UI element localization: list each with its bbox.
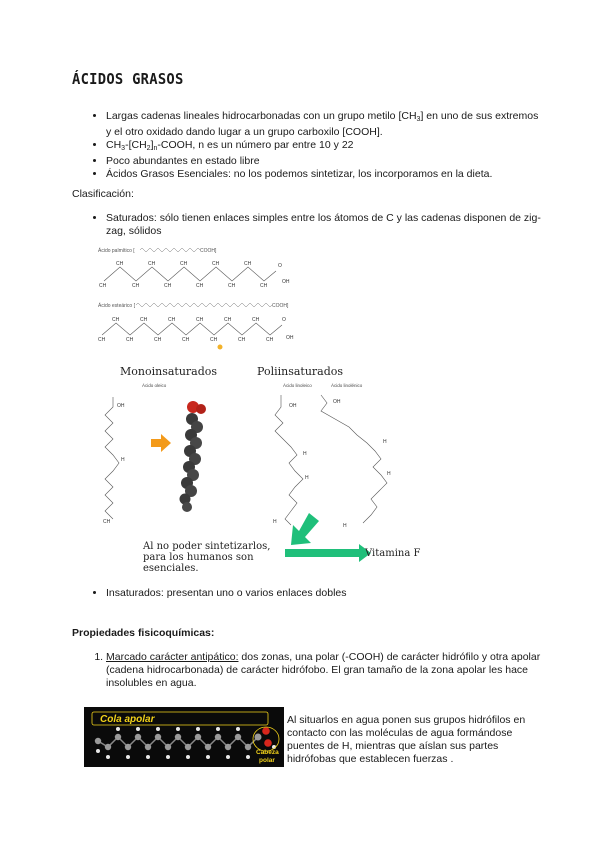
svg-text:CH: CH: [112, 317, 120, 323]
mono-title: Monoinsaturados: [120, 365, 218, 378]
green-arrow-right: [285, 544, 371, 562]
svg-text:H: H: [273, 519, 277, 525]
polar-label: polar: [259, 757, 275, 764]
intro-bullet-list: [88, 110, 546, 181]
bullet-item: • Poco abundantes en estado libre: [106, 155, 546, 168]
propiedades-list: [88, 651, 546, 690]
svg-text:OH: OH: [117, 403, 125, 409]
svg-text:COOH]: COOH]: [200, 248, 217, 254]
palmitic-label: Ácido palmítico [: [98, 248, 135, 254]
svg-text:CH: CH: [212, 261, 220, 267]
bullet-item: • $CH_3-[CH_2]_n$-COOH, n es un número par entre 10 y 22: [106, 139, 546, 155]
page-title: ÁCIDOS GRASOS: [72, 70, 184, 88]
bullet-item: • Saturados: sólo tienen enlaces simples entre los átomos de C y las cadenas disponen de zig-zag, sólidos: [106, 212, 546, 238]
svg-text:CH: CH: [266, 337, 274, 343]
clasificacion-label: Clasificación:: [72, 188, 134, 200]
svg-text:H: H: [383, 439, 387, 445]
cabeza-label: Cabeza: [256, 749, 279, 756]
bullet-item: • Ácidos Grasos Esenciales: no los podemos sintetizar, los incorporamos en la dieta.: [106, 168, 546, 181]
saturated-chains-figure: [96, 243, 306, 351]
svg-text:CH: CH: [238, 337, 246, 343]
svg-text:CH: CH: [126, 337, 134, 343]
unsaturated-chains-figure: [95, 363, 421, 575]
propiedades-heading: Propiedades fisicoquímicas:: [72, 627, 215, 639]
svg-text:CH: CH: [244, 261, 252, 267]
cola-apolar-label: Cola apolar: [100, 714, 155, 725]
oleico-label: Ácido oleico: [142, 383, 167, 388]
svg-text:COOH]: COOH]: [272, 303, 289, 309]
svg-text:CH: CH: [99, 283, 107, 289]
svg-text:OH: OH: [333, 399, 341, 405]
bullet-item: • Largas cadenas lineales hidrocarbonadas con un grupo metilo $[CH_3]$ en uno de sus extremos y el otro oxidado dando lugar a un grupo carboxilo [COOH].: [106, 110, 546, 139]
amphipathic-figure: [84, 707, 284, 767]
svg-text:CH: CH: [116, 261, 124, 267]
bullet-item: • Insaturados: presentan uno o varios enlaces dobles: [106, 587, 546, 600]
svg-text:CH: CH: [182, 337, 190, 343]
svg-text:CH: CH: [210, 337, 218, 343]
green-arrow-diagonal: [291, 513, 319, 545]
svg-text:CH: CH: [154, 337, 162, 343]
list-item: 1. Marcado carácter antipático: dos zonas, una polar (-COOH) de carácter hidrófilo y otra apolar (cadena hidrocarbonada) de carácter hidrófobo. El gran tamaño de la zona apolar les hace insolubles en agua.: [106, 651, 546, 690]
svg-text:H: H: [303, 451, 307, 457]
linolenico-label: Ácido linolénico: [331, 383, 363, 388]
svg-text:CH: CH: [168, 317, 176, 323]
orange-arrow: [151, 434, 171, 452]
linoleico-label: Ácido linoleico: [283, 383, 312, 388]
svg-text:CH: CH: [260, 283, 268, 289]
svg-text:CH: CH: [98, 337, 106, 343]
svg-text:H: H: [343, 523, 347, 529]
svg-text:CH: CH: [196, 283, 204, 289]
svg-text:H: H: [387, 471, 391, 477]
svg-text:CH: CH: [148, 261, 156, 267]
svg-text:H: H: [121, 457, 125, 463]
svg-text:CH: CH: [228, 283, 236, 289]
poli-title: Poliinsaturados: [257, 365, 344, 378]
insaturados-bullet-list: [88, 587, 546, 600]
svg-text:O: O: [282, 317, 286, 323]
svg-text:CH: CH: [103, 519, 111, 525]
svg-text:CH: CH: [132, 283, 140, 289]
space-filling-model: [180, 401, 207, 512]
water-behavior-text: Al situarlos en agua ponen sus grupos hidrófilos en contacto con las moléculas de agua formándose puentes de H, mientras que aíslan sus partes hidrófobas que establecen fuerzas .: [287, 714, 526, 765]
no-sintetizar-text: Al no poder sintetizarlos, para los humanos son esenciales.: [143, 541, 271, 574]
stearic-label: Ácido esteárico [: [98, 303, 135, 309]
svg-text:OH: OH: [282, 279, 290, 285]
svg-text:CH: CH: [164, 283, 172, 289]
svg-text:CH: CH: [140, 317, 148, 323]
highlight-dot: [218, 345, 223, 350]
svg-text:CH: CH: [196, 317, 204, 323]
svg-text:CH: CH: [180, 261, 188, 267]
saturados-bullet-list: [88, 212, 546, 238]
svg-text:O: O: [278, 263, 282, 269]
svg-text:OH: OH: [289, 403, 297, 409]
svg-text:H: H: [305, 475, 309, 481]
svg-text:CH: CH: [224, 317, 232, 323]
svg-text:CH: CH: [252, 317, 260, 323]
svg-text:OH: OH: [286, 335, 294, 341]
vitamina-text: Vitamina F: [365, 548, 421, 559]
